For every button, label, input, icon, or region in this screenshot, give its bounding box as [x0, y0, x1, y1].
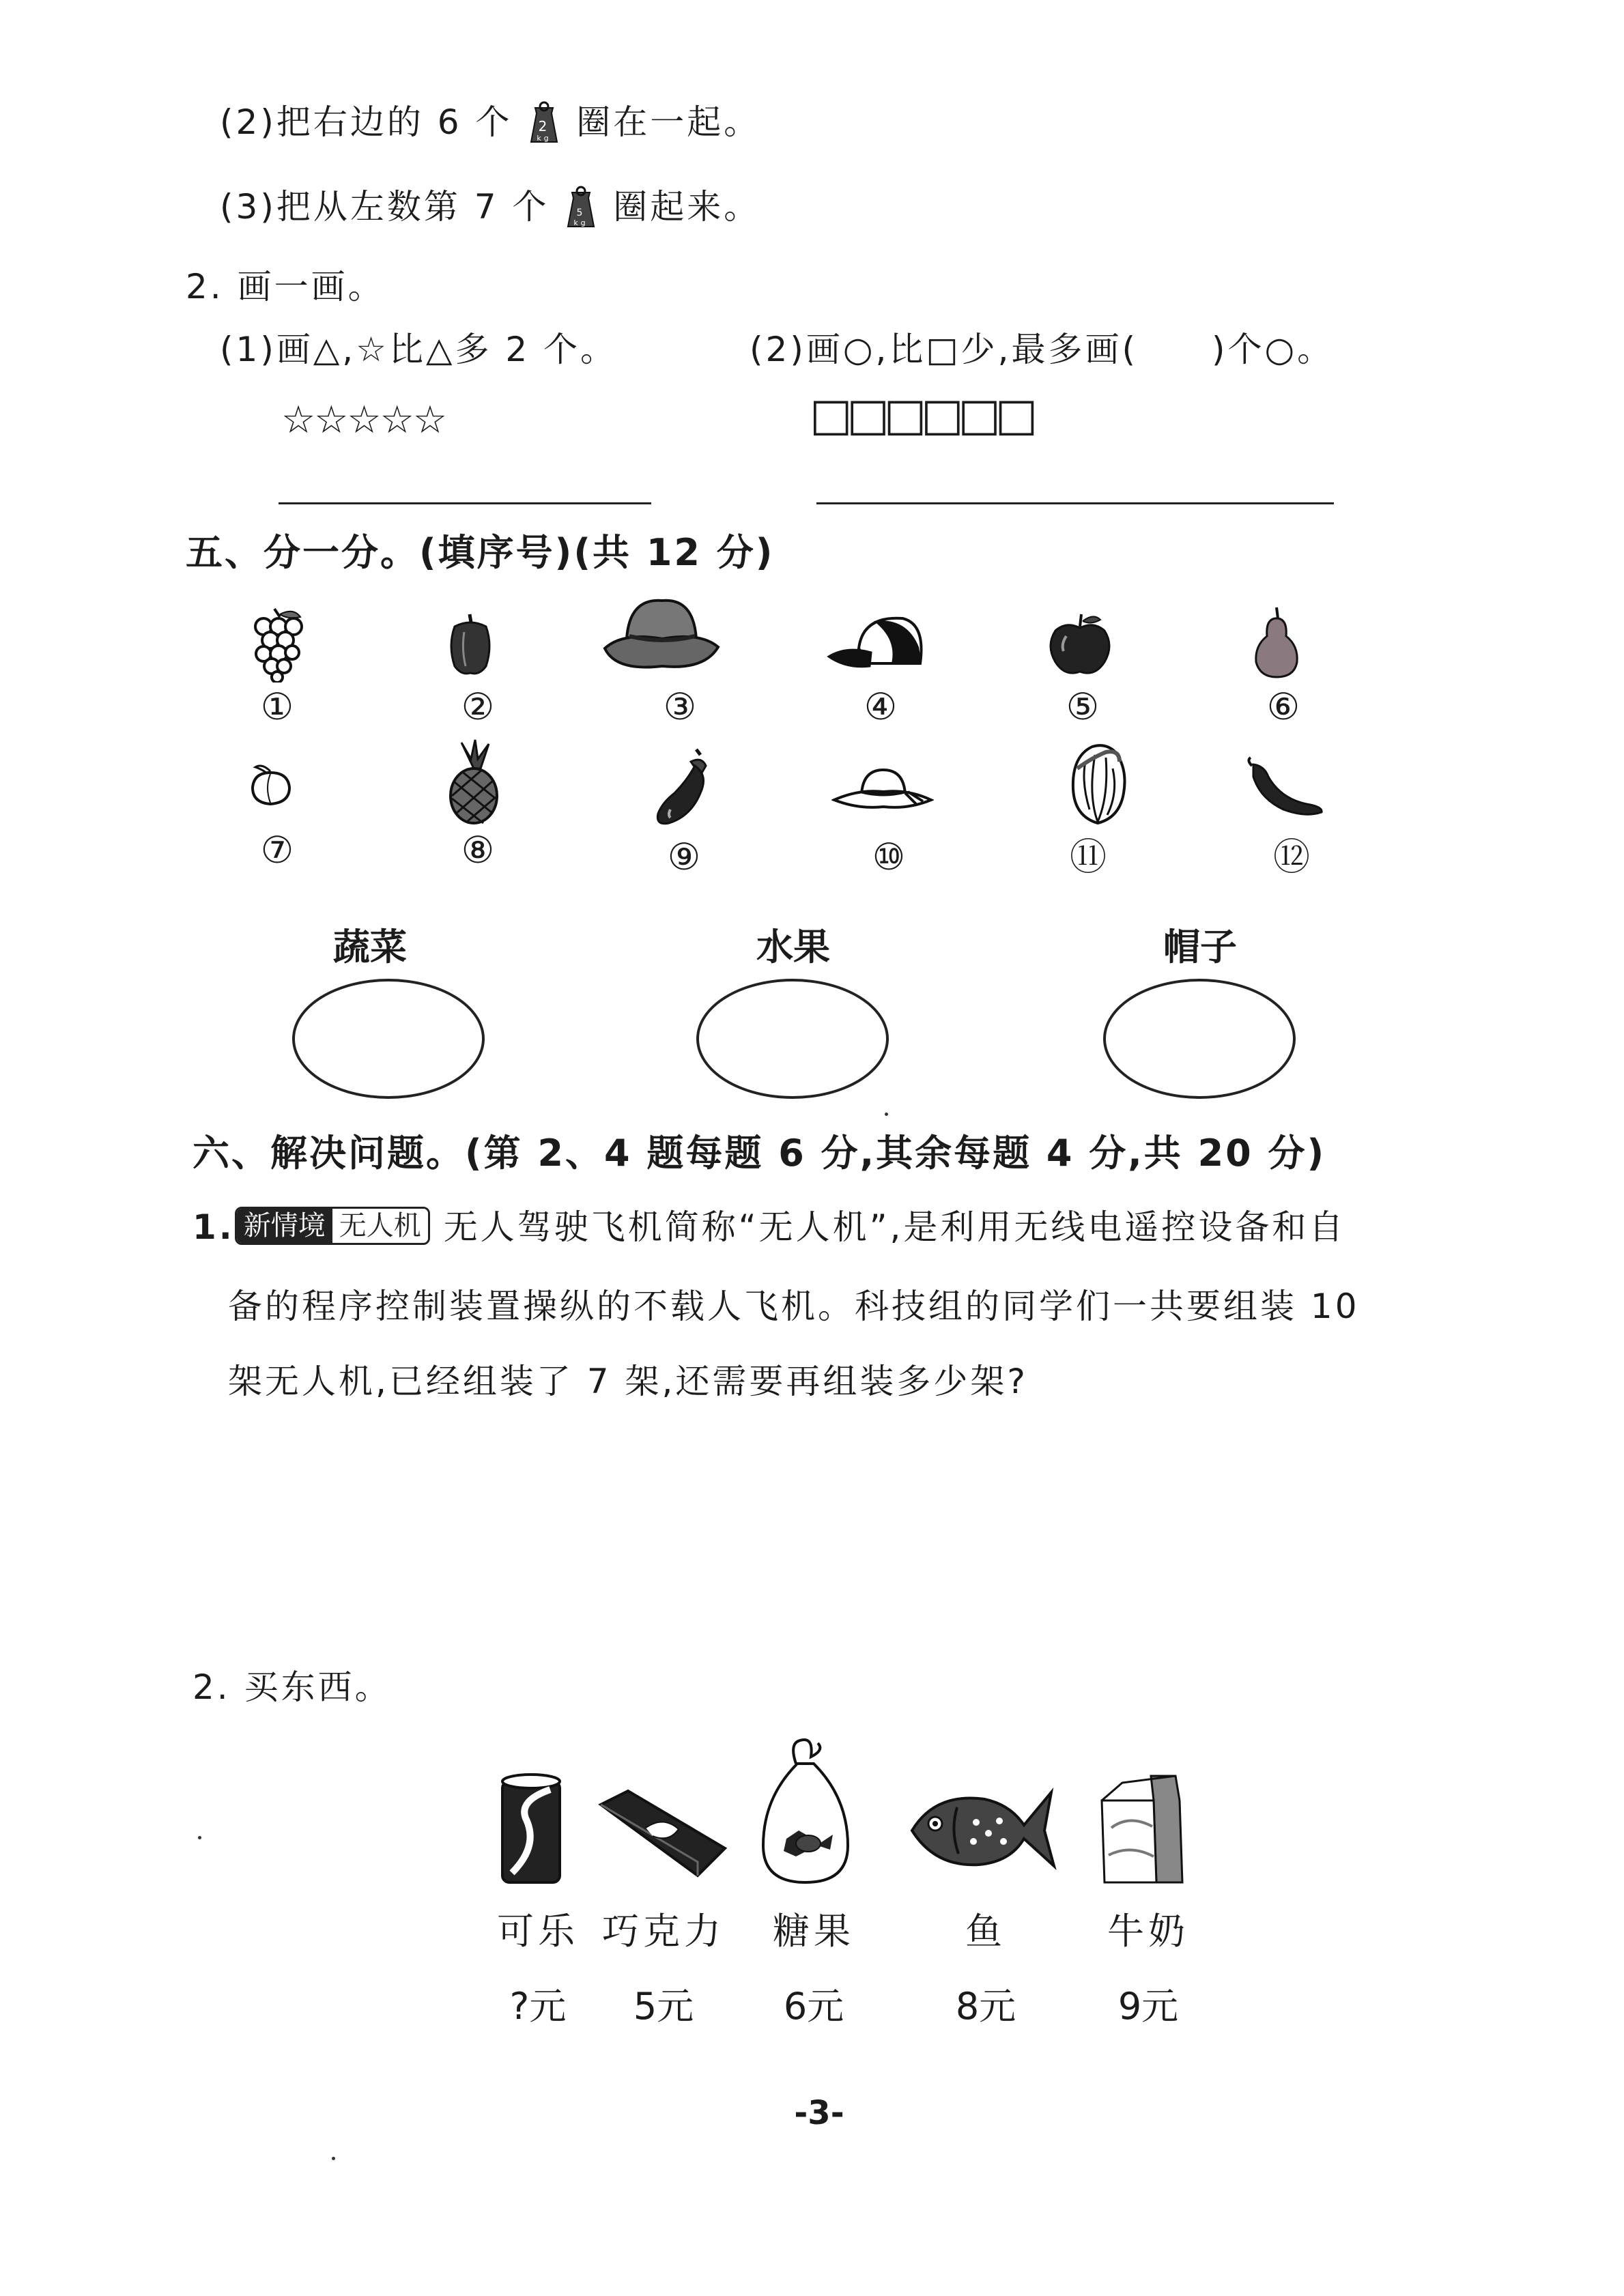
svg-text:kg: kg — [537, 134, 552, 143]
chili-pepper-icon — [1244, 756, 1326, 819]
problem-1-line-3: 架无人机,已经组装了 7 架,还需要再组装多少架? — [228, 1362, 1028, 1401]
milk-carton-icon — [1095, 1773, 1188, 1885]
category-label-fruits: 水果 — [756, 925, 830, 968]
svg-text:kg: kg — [573, 218, 589, 227]
grapes-icon — [243, 606, 311, 683]
pear-icon — [1251, 605, 1301, 680]
question-line-2 — [220, 101, 760, 146]
speck — [885, 1113, 888, 1116]
category-label-hats: 帽子 — [1163, 925, 1237, 968]
item-number: ⑨ — [667, 835, 701, 878]
item-price-candy: 6元 — [783, 1985, 844, 2028]
draw-sub1: (1)画△,☆比△多 2 个。 — [220, 330, 618, 369]
speck — [198, 1836, 201, 1839]
item-number: ① — [260, 685, 294, 728]
problem-1-line-1 — [193, 1207, 1345, 1248]
category-label-vegetables: 蔬菜 — [333, 925, 407, 968]
item-number: ② — [461, 685, 495, 728]
context-tag — [235, 1207, 430, 1245]
item-number: ⑦ — [260, 829, 294, 872]
problem-2-title: 2. 买东西。 — [193, 1667, 392, 1707]
svg-text:5: 5 — [576, 207, 586, 218]
item-price-fish: 8元 — [955, 1985, 1016, 2028]
squares-row: □□□□□□ — [810, 388, 1033, 441]
item-number: ⑥ — [1266, 685, 1300, 728]
answer-line — [816, 502, 1334, 504]
speck — [332, 2157, 335, 2160]
item-number: ⑪ — [1070, 835, 1107, 878]
item-number: ⑧ — [461, 829, 495, 872]
problem-text: 无人驾驶飞机简称“无人机”,是利用无线电遥控设备和自 — [443, 1207, 1346, 1247]
answer-oval-vegetables[interactable] — [292, 979, 485, 1099]
section-heading-5: 五、分一分。(填序号)(共 12 分) — [186, 531, 775, 574]
stars-row: ☆☆☆☆☆ — [281, 398, 446, 442]
fish-icon — [908, 1783, 1058, 1873]
context-tag-label: 新情境 — [237, 1209, 332, 1243]
context-tag-topic: 无人机 — [332, 1209, 428, 1243]
bell-pepper-icon — [448, 612, 493, 677]
sun-hat-icon — [831, 764, 934, 814]
item-number: ⑩ — [872, 835, 906, 878]
answer-line — [279, 502, 651, 504]
cowboy-hat-icon — [602, 591, 721, 676]
weight-icon — [562, 186, 599, 231]
draw-sub2: (2)画○,比□少,最多画( )个○。 — [750, 330, 1335, 369]
question-text: (2)把右边的 6 个 — [220, 102, 513, 142]
question-line-3 — [220, 186, 760, 231]
peach-icon — [247, 763, 295, 807]
weight-icon — [526, 101, 562, 146]
item-name-fish: 鱼 — [965, 1910, 1006, 1953]
item-price-cola: ?元 — [509, 1985, 567, 2028]
cola-can-icon — [498, 1770, 564, 1886]
candy-bag-icon — [759, 1736, 852, 1886]
question-text: (3)把从左数第 7 个 — [220, 187, 550, 227]
apple-icon — [1046, 612, 1114, 677]
section-heading-6: 六、解决问题。(第 2、4 题每题 6 分,其余每题 4 分,共 20 分) — [193, 1132, 1326, 1175]
item-number: ⑤ — [1066, 685, 1100, 728]
item-number: ⑫ — [1273, 835, 1310, 878]
cabbage-icon — [1065, 741, 1130, 827]
item-number: ④ — [864, 685, 898, 728]
baseball-cap-icon — [826, 612, 928, 673]
page-number: -3- — [794, 2094, 844, 2132]
question-text: 圈起来。 — [613, 187, 761, 227]
draw-question-title: 2. 画一画。 — [186, 267, 385, 306]
item-price-chocolate: 5元 — [633, 1985, 694, 2028]
svg-text:2: 2 — [538, 118, 550, 134]
question-text: 圈在一起。 — [576, 102, 761, 142]
problem-number: 1. — [193, 1207, 235, 1247]
answer-oval-fruits[interactable] — [696, 979, 889, 1099]
answer-oval-hats[interactable] — [1103, 979, 1296, 1099]
item-name-chocolate: 巧克力 — [602, 1910, 725, 1953]
item-name-cola: 可乐 — [497, 1910, 579, 1953]
eggplant-icon — [653, 748, 713, 827]
pineapple-icon — [441, 738, 508, 824]
item-price-milk: 9元 — [1117, 1985, 1179, 2028]
problem-1-line-2: 备的程序控制装置操纵的不载人飞机。科技组的同学们一共要组装 10 — [228, 1287, 1360, 1326]
item-number: ③ — [663, 685, 697, 728]
item-name-candy: 糖果 — [773, 1910, 855, 1953]
item-name-milk: 牛奶 — [1107, 1910, 1189, 1953]
chocolate-bar-icon — [598, 1788, 728, 1878]
